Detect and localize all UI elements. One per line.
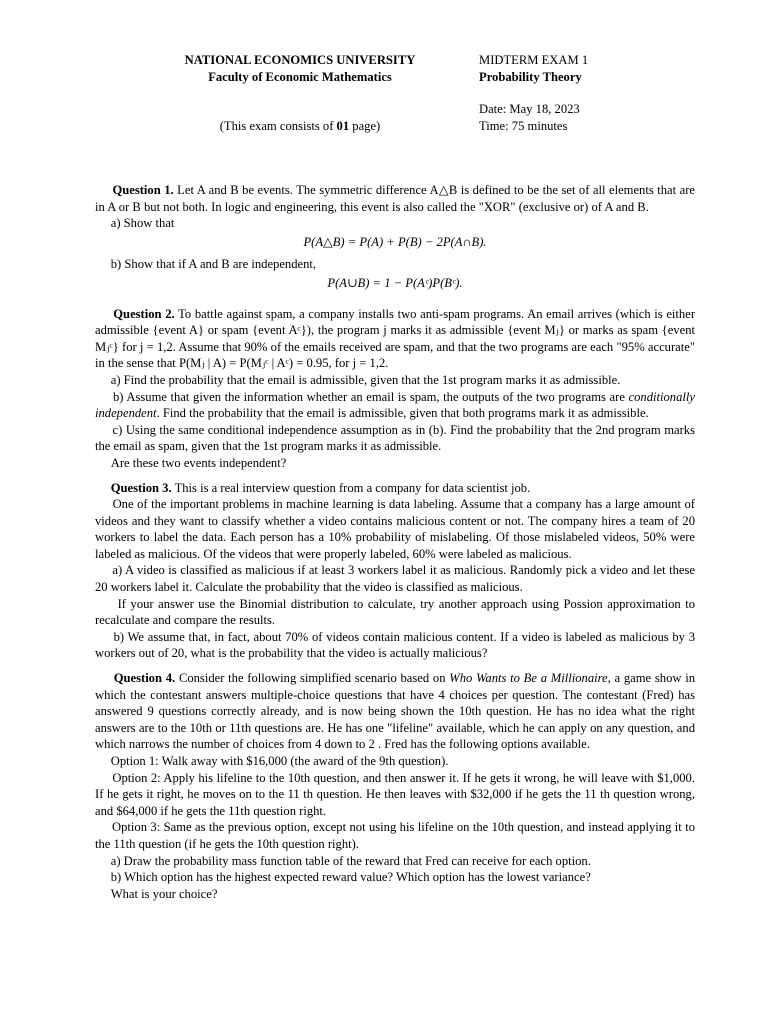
q1-heading: Question 1. [112, 183, 174, 197]
q1-part-b [95, 256, 695, 273]
university-name: NATIONAL ECONOMICS UNIVERSITY [184, 53, 416, 67]
q3-part-b-text: b) We assume that, in fact, about 70% of videos contain malicious content. If a video is labeled as malicious by 3 workers out of 20, what is the probability that the video is actually malicious? [95, 629, 695, 661]
q2-part-c2-text: Are these two events independent? [110, 455, 287, 470]
q4-part-b2 [95, 886, 695, 903]
q4-option-1 [95, 753, 695, 770]
spacer [95, 472, 695, 480]
q4-part-a-text: a) Draw the probability mass function table of the reward that Fred can receive for each option. [110, 853, 591, 868]
q3-part-b [95, 629, 695, 662]
q2-part-a-text: a) Find the probability that the email is admissible, given that the 1st program marks it as admissible. [110, 372, 621, 387]
q2-intro [95, 306, 695, 372]
exam-time: Time: 75 minutes [479, 118, 568, 133]
q3-intro-text: This is a real interview question from a company for data scientist job. [174, 480, 531, 495]
q3-paragraph [95, 496, 695, 562]
exam-date: Date: May 18, 2023 [479, 102, 580, 116]
question-3 [95, 480, 695, 663]
q4-option-3-text: Option 3: Same as the previous option, except not using his lifeline on the 10th question, and instead applying it to the 11th question (if he gets the 10th question right). [95, 820, 695, 851]
question-2 [95, 306, 695, 472]
q2-part-b-pre: b) Assume that given the information whether an email is spam, the outputs of the two programs are [112, 389, 629, 404]
q1-equation-b: P(A∪B) = 1 − P(Aᶜ)P(Bᶜ). [327, 275, 463, 290]
q4-option-3 [95, 819, 695, 852]
q4-heading: Question 4. [113, 671, 176, 686]
q4-part-a [95, 853, 695, 870]
q2-part-b-emphasis: conditionally independent [95, 389, 695, 421]
q1-part-a [95, 215, 695, 232]
pages-note-post: page) [349, 119, 381, 133]
exam-body [95, 182, 695, 902]
pages-note-count: 01 [336, 119, 350, 133]
faculty-name: Faculty of Economic Mathematics [208, 69, 392, 84]
q2-intro-text: To battle against spam, a company installs two anti-spam programs. An email arrives (which is either admissible {event A} or spam {event Aᶜ}), the program j marks it as admissible {event Mⱼ} or marks as spam {event Mⱼᶜ} for j = 1,2. Assume that 90% of the emails received are spam, and that the two programs are each "95% accurate" in the sense that P(Mⱼ | A) = P(Mⱼᶜ | Aᶜ) = 0.95, for j = 1,2. [95, 306, 696, 371]
q3-intro [95, 480, 695, 497]
q2-part-c-text: c) Using the same conditional independence assumption as in (b). Find the probability that the 2nd program marks the email as spam, given that the 1st program marks it as admissible. [95, 422, 695, 454]
q1-intro [95, 182, 695, 215]
question-4 [95, 670, 695, 902]
header-right [479, 52, 719, 134]
q1-intro-text: Let A and B be events. The symmetric difference A△B is defined to be the set of all elements that are in A or B but not both. In logic and engineering, this event is also called the "XOR" (exclusive or) of A and B. [95, 183, 695, 214]
q3-part-a2 [95, 596, 695, 629]
q1-part-b-text: b) Show that if A and B are independent, [110, 257, 317, 272]
q4-part-b-text: b) Which option has the highest expected reward value? Which option has the lowest variance? [110, 870, 591, 885]
q4-option-2 [95, 770, 695, 820]
q3-paragraph-text: One of the important problems in machine learning is data labeling. Assume that a company has a large amount of videos and they want to classify whether a video contains malicious content or not. The company hires a team of 20 workers to label the data. Each person has a 10% probability of mislabeling. Of those mislabeled videos, 50% were labeled as malicious. Of the videos that were properly labeled, 60% were labeled as malicious. [95, 497, 695, 561]
pages-note-pre: (This exam consists of [219, 119, 337, 133]
q4-part-b [95, 869, 695, 886]
pages-note [150, 118, 450, 135]
q3-part-a2-text: If your answer use the Binomial distribution to calculate, try another approach using Possion approximation to recalculate and compare the results. [95, 596, 695, 628]
exam-title: MIDTERM EXAM 1 [479, 53, 589, 67]
spacer [95, 662, 695, 670]
q4-intro [95, 670, 695, 753]
q1-equation-a: P(A△B) = P(A) + P(B) − 2P(A∩B). [303, 234, 487, 249]
q1-part-a-text: a) Show that [110, 216, 175, 231]
spacer [95, 298, 695, 306]
header-left [150, 52, 450, 135]
question-1 [95, 182, 695, 292]
q3-part-a [95, 562, 695, 595]
q2-part-c2 [95, 455, 695, 472]
q4-option-2-text: Option 2: Apply his lifeline to the 10th question, and then answer it. If he gets it wrong, he will leave with $1,000. If he gets it right, he moves on to the 11 th question. He then leaves with $32,000 if he gets the 11 th question wrong, and $64,000 if he gets the 11th question right. [95, 770, 695, 818]
q2-heading: Question 2. [113, 306, 175, 321]
subject-name: Probability Theory [479, 69, 582, 84]
q3-heading: Question 3. [110, 480, 172, 495]
q4-intro-post: , a game show in which the contestant answers multiple-choice questions that have 4 choices per question. The contestant (Fred) has answered 9 questions correctly already, and is now being shown the 10th question. He has no idea what the right answers are to the 10th or 11th questions are. He has one "lifeline" available, which he can apply on any question, and which narrows the number of choices from 4 down to 2 . Fred has the following options available. [95, 671, 695, 752]
q4-intro-pre: Consider the following simplified scenario based on [178, 671, 450, 686]
q2-part-a [95, 372, 695, 389]
q4-option-1-text: Option 1: Walk away with $16,000 (the award of the 9th question). [110, 754, 449, 768]
q4-intro-emphasis: Who Wants to Be a Millionaire [449, 671, 608, 686]
q4-part-b2-text: What is your choice? [110, 886, 218, 901]
q2-part-b [95, 389, 695, 422]
q3-part-a-text: a) A video is classified as malicious if at least 3 workers label it as malicious. Randomly pick a video and let these 20 workers label it. Calculate the probability that the video is classified as malicious. [95, 563, 695, 595]
q2-part-c [95, 422, 695, 455]
q2-part-b-post: . Find the probability that the email is admissible, given that both programs mark it as admissible. [156, 406, 649, 421]
